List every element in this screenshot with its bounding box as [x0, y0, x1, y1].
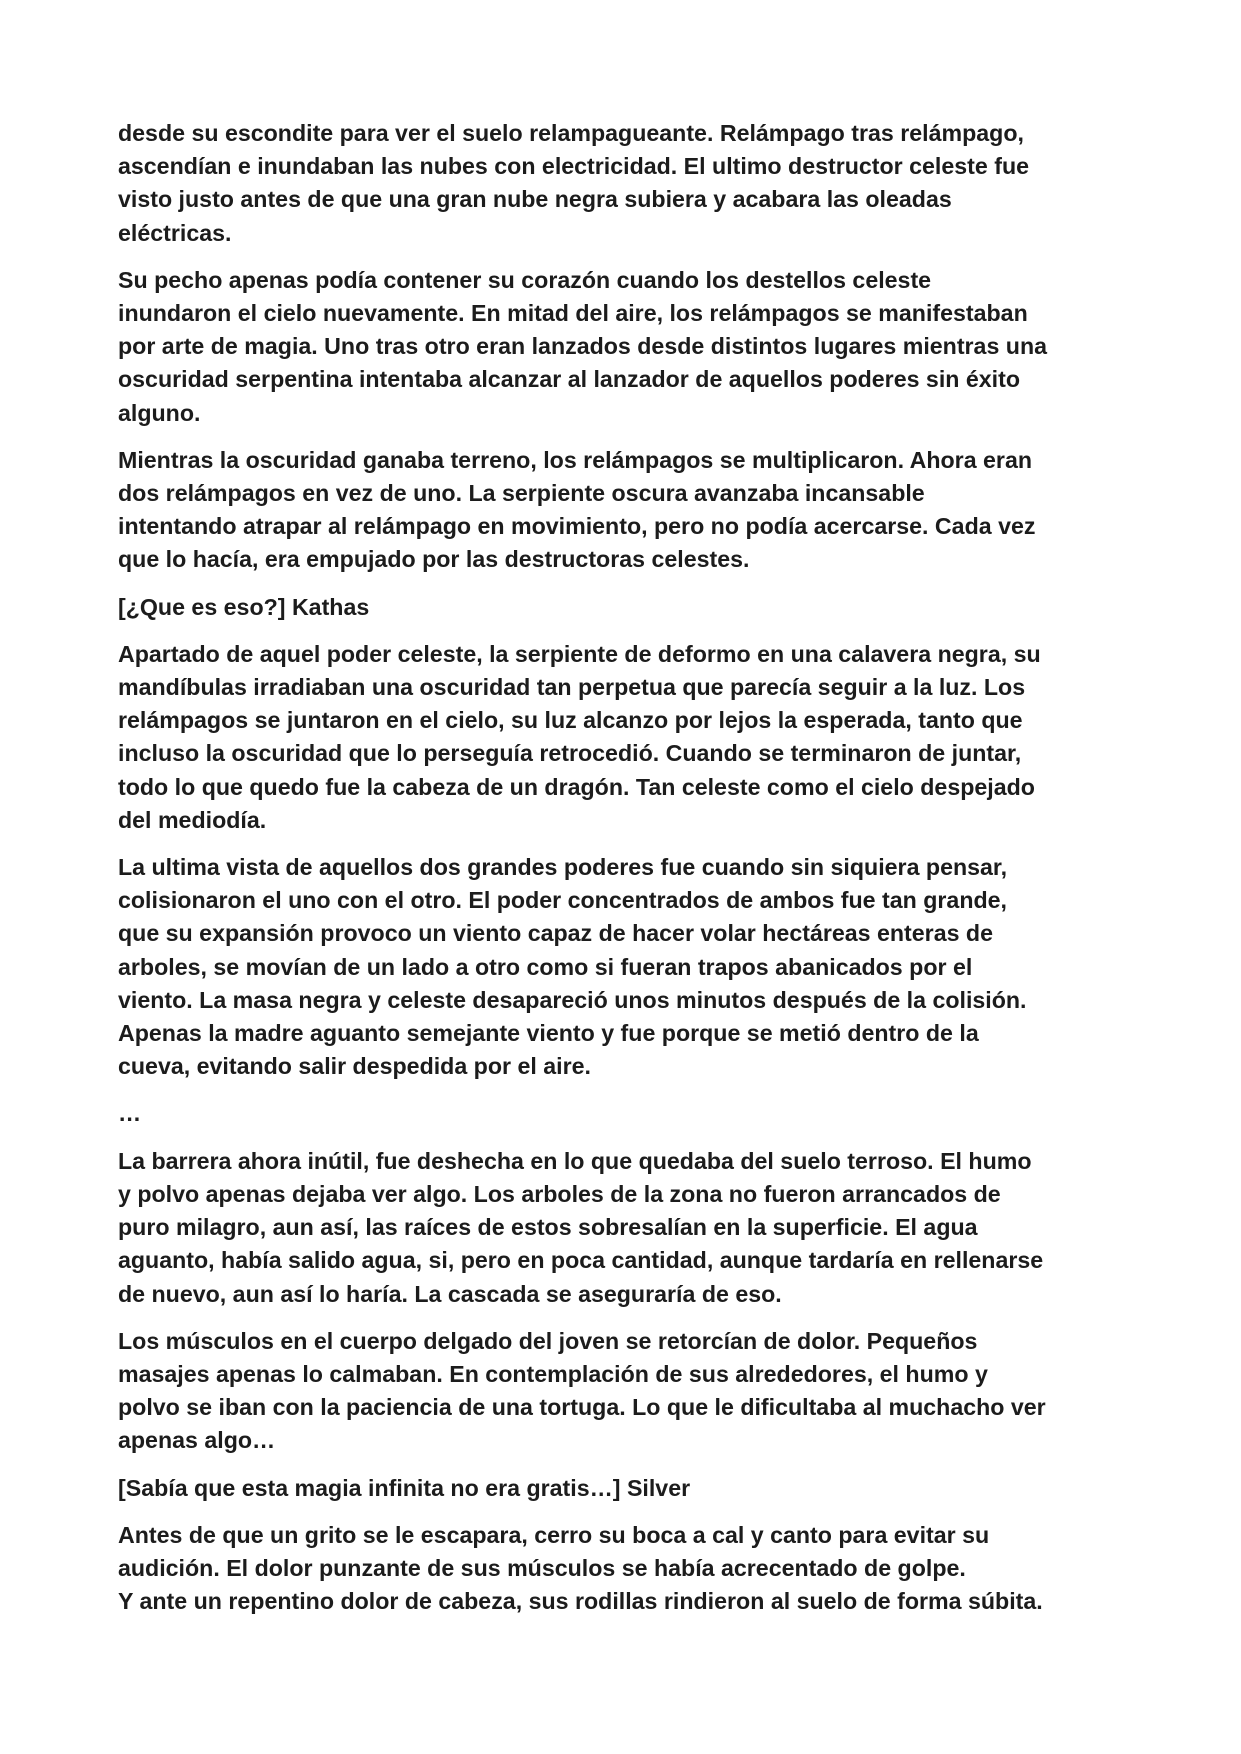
paragraph: [118, 1145, 1128, 1311]
paragraph: [118, 264, 1128, 430]
dialogue-line: [118, 591, 1128, 624]
text-line: ascendían e inundaban las nubes con electricidad. El ultimo destructor celeste fue: [118, 153, 1030, 180]
text-line: La ultima vista de aquellos dos grandes poderes fue cuando sin siquiera pensar,: [118, 854, 1008, 881]
text-line: Los músculos en el cuerpo delgado del joven se retorcían de dolor. Pequeños: [118, 1327, 978, 1354]
text-line: inundaron el cielo nuevamente. En mitad del aire, los relámpagos se manifestaban: [118, 300, 1028, 327]
text-line: eléctricas.: [118, 219, 232, 246]
text-line: todo lo que quedo fue la cabeza de un dragón. Tan celeste como el cielo despejado: [118, 773, 1035, 800]
text-line: aguanto, había salido agua, si, pero en poca cantidad, aunque tardaría en rellenarse: [118, 1247, 1044, 1274]
text-line: Su pecho apenas podía contener su corazón cuando los destellos celeste: [118, 266, 932, 293]
dialogue-line: [118, 1472, 1128, 1505]
text-line: incluso la oscuridad que lo perseguía retrocedió. Cuando se terminaron de juntar,: [118, 740, 1022, 767]
text-line: Apartado de aquel poder celeste, la serpiente de deformo en una calavera negra, su: [118, 640, 1041, 667]
text-line: y polvo apenas dejaba ver algo. Los arboles de la zona no fueron arrancados de: [118, 1180, 1001, 1207]
text-line: mandíbulas irradiaban una oscuridad tan perpetua que parecía seguir a la luz. Los: [118, 674, 1026, 701]
text-line: La barrera ahora inútil, fue deshecha en lo que quedaba del suelo terroso. El humo: [118, 1147, 1032, 1174]
text-line: intentando atrapar al relámpago en movimiento, pero no podía acercarse. Cada vez: [118, 513, 1036, 540]
text-line: viento. La masa negra y celeste desapareció unos minutos después de la colisión.: [118, 986, 1027, 1013]
text-line: del mediodía.: [118, 806, 267, 833]
text-line: oscuridad serpentina intentaba alcanzar al lanzador de aquellos poderes sin éxito: [118, 366, 1020, 393]
paragraph: [118, 638, 1128, 837]
text-line: Antes de que un grito se le escapara, cerro su boca a cal y canto para evitar su: [118, 1521, 990, 1548]
text-line: audición. El dolor punzante de sus músculos se había acrecentado de golpe.: [118, 1554, 966, 1581]
text-line: de nuevo, aun así lo haría. La cascada se aseguraría de eso.: [118, 1280, 782, 1307]
text-line: cueva, evitando salir despedida por el aire.: [118, 1053, 591, 1080]
paragraph: [118, 1325, 1128, 1458]
text-line: relámpagos se juntaron en el cielo, su luz alcanzo por lejos la esperada, tanto que: [118, 707, 1023, 734]
text-line: Apenas la madre aguanto semejante viento y fue porque se metió dentro de la: [118, 1020, 979, 1047]
scene-break: [118, 1097, 1128, 1130]
text-line: que su expansión provoco un viento capaz de hacer volar hectáreas enteras de: [118, 920, 993, 947]
paragraph: [118, 1519, 1128, 1619]
text-line: [¿Que es eso?] Kathas: [118, 593, 370, 620]
text-line: [Sabía que esta magia infinita no era gratis…] Silver: [118, 1474, 691, 1501]
text-line: arboles, se movían de un lado a otro como si fueran trapos abanicados por el: [118, 953, 973, 980]
text-line: Mientras la oscuridad ganaba terreno, los relámpagos se multiplicaron. Ahora eran: [118, 446, 1033, 473]
text-line: apenas algo…: [118, 1427, 276, 1454]
text-line: puro milagro, aun así, las raíces de estos sobresalían en la superficie. El agua: [118, 1214, 978, 1241]
text-line: colisionaron el uno con el otro. El poder concentrados de ambos fue tan grande,: [118, 887, 1007, 914]
text-line: visto justo antes de que una gran nube negra subiera y acabara las oleadas: [118, 186, 952, 213]
text-line: por arte de magia. Uno tras otro eran lanzados desde distintos lugares mientras una: [118, 333, 1048, 360]
document-page: [118, 117, 1128, 1632]
paragraph: [118, 444, 1128, 577]
text-line: polvo se iban con la paciencia de una tortuga. Lo que le dificultaba al muchacho ver: [118, 1394, 1046, 1421]
text-line: alguno.: [118, 399, 201, 426]
text-line: que lo hacía, era empujado por las destructoras celestes.: [118, 546, 750, 573]
text-line: masajes apenas lo calmaban. En contemplación de sus alrededores, el humo y: [118, 1360, 988, 1387]
text-line: dos relámpagos en vez de uno. La serpiente oscura avanzaba incansable: [118, 480, 925, 507]
text-line: …: [118, 1100, 142, 1127]
text-line: Y ante un repentino dolor de cabeza, sus rodillas rindieron al suelo de forma súbita.: [118, 1588, 1043, 1615]
paragraph: [118, 117, 1128, 250]
paragraph: [118, 851, 1128, 1083]
text-line: desde su escondite para ver el suelo relampagueante. Relámpago tras relámpago,: [118, 120, 1024, 146]
